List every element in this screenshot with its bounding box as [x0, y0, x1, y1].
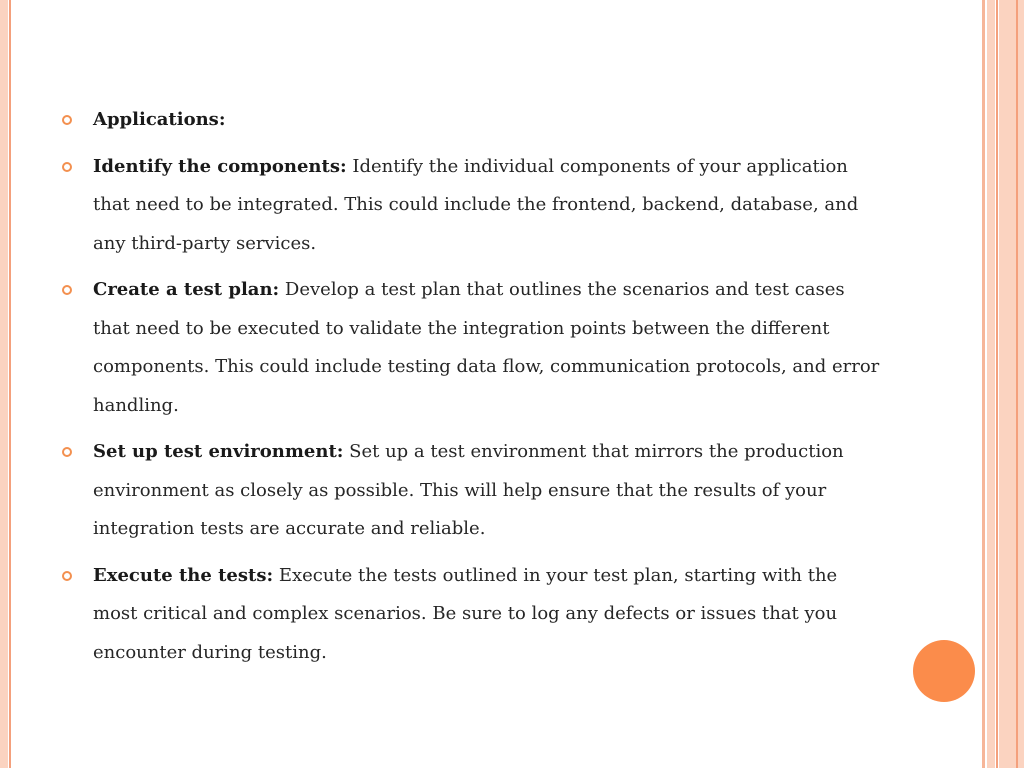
bullet-circle-icon [62, 285, 72, 295]
bullet-item-set-up-environment [60, 433, 880, 549]
left-border-stripe [0, 0, 8, 768]
bullet-term: Create a test plan: [93, 279, 280, 300]
right-border-line [1016, 0, 1018, 768]
bullet-text: Develop a test plan that outlines the scenarios and test cases that need to be executed to validate the integration points between the different components. This could include testing data flow, communication protocols, and error handling. [93, 279, 880, 416]
bullet-list [60, 101, 880, 680]
bullet-item-create-test-plan [60, 271, 880, 425]
bullet-text: Set up a test environment that mirrors the production environment as closely as possible. This will help ensure that the results of your integration tests are accurate and reliable. [93, 441, 844, 539]
bullet-item-applications [60, 101, 880, 140]
decorative-circle [913, 640, 975, 702]
bullet-term: Set up test environment: [93, 441, 344, 462]
bullet-term: Execute the tests: [93, 564, 274, 586]
left-border-line [9, 0, 11, 768]
bullet-circle-icon [62, 115, 72, 125]
right-border-stripe [987, 0, 995, 768]
bullet-term: Applications: [93, 109, 226, 130]
bullet-text: Execute the tests outlined in your test plan, starting with the most critical and complex scenarios. Be sure to log any defects or issues that you encounter during testing. [93, 564, 838, 663]
bullet-text: Identify the individual components of your application that need to be integrated. This could include the frontend, backend, database, and any third-party services. [93, 155, 859, 254]
right-border-line [982, 0, 985, 768]
right-border-stripe [999, 0, 1024, 768]
bullet-circle-icon [62, 447, 72, 457]
bullet-circle-icon [62, 571, 72, 581]
bullet-circle-icon [62, 162, 72, 172]
bullet-item-execute-tests [60, 557, 880, 673]
bullet-term: Identify the components: [93, 155, 347, 177]
right-border-line [996, 0, 998, 768]
bullet-item-identify-components [60, 148, 880, 264]
